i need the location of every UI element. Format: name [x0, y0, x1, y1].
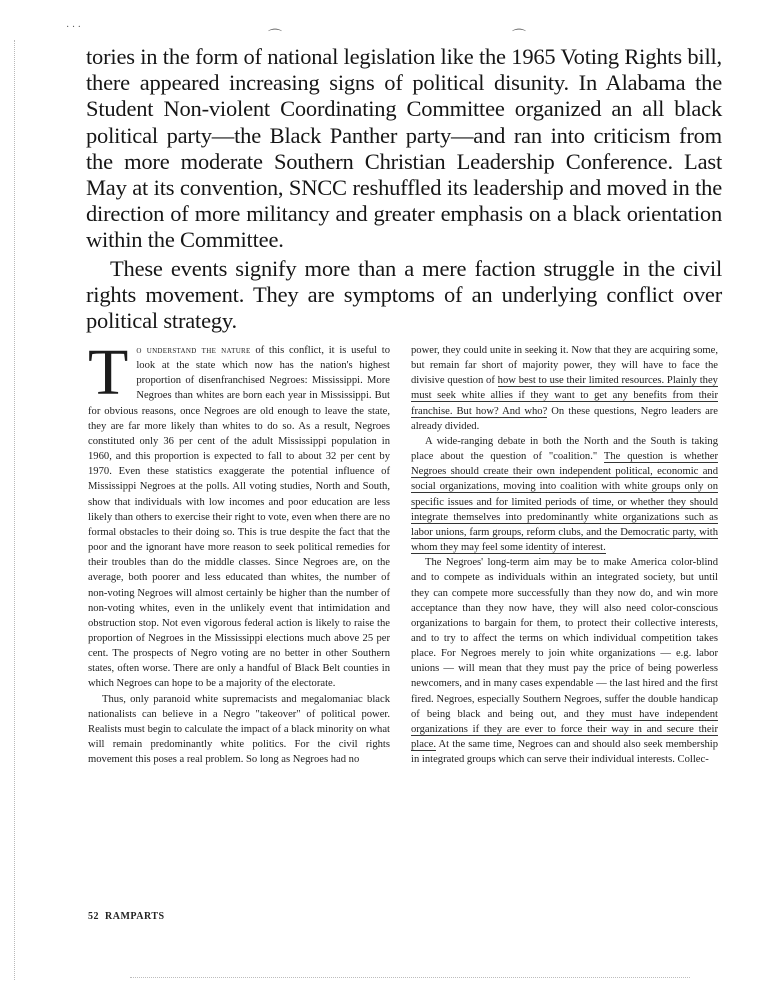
underlined-passage: they must have independent organizations if they are ever to force their way in and secure their place.	[411, 708, 718, 751]
opening-smallcaps: o understand the nature	[136, 345, 251, 356]
scan-mark: ⌒	[512, 30, 526, 45]
publication-name: RAMPARTS	[105, 911, 165, 922]
right-paragraph-1	[411, 343, 718, 434]
scan-mark: · · ·	[66, 22, 81, 33]
right-paragraph-1-text: power, they could unite in seeking it. Now that they are acquiring some, but remain far short of majority power, they will have to face the divisive question of	[411, 345, 718, 387]
left-paragraph-1-text: of this conflict, it is useful to look at the state which now has the nation's highest proportion of disenfranchised Negroes: Mississippi. More Negroes than whites are born each year in Mississippi. But for obvious reasons, once Negroes are old enough to leave the state, they are far more likely than whites to do so. As a result, Negroes constituted only 36 per cent of the adult Mississippi population in 1960, and this proportion is expected to fall to about 32 per cent by 1970. Even these statistics exaggerate the potential influence of Mississippi Negroes at the polls. All voting studies, North and South, show that individuals with low incomes and poor education are less likely than others to exercise their right to vote, even when there are no formal obstacles to their doing so. This is true despite the fact that the poor and the ignorant have more reason to seek political remedies for their troubles than do the middle classes. Since Negroes are, on the average, both poorer and less educated than whites, the number of non-voting Negroes will almost certainly be higher than the number of non-voting whites, even in the unlikely event that intimidation and obstruction stop. Not even vigorous federal action is likely to raise the proportion of Negroes in the Mississippi elections much above 25 per cent. The prospects of Negro voting are no better in other Southern states, often worse. There are only a handful of Black Belt counties in which Negroes can hope to be a majority of the electorate.	[88, 345, 391, 690]
right-paragraph-3-tail: At the same time, Negroes can and should also seek membership in integrated groups which can serve their individual interests. Collec-	[411, 739, 718, 766]
left-paragraph-2: Thus, only paranoid white supremacists and megalomaniac black nationalists can believe in a Negro "takeover" of political power. Realists must begin to calculate the impact of a black minority on what will remain predominantly white politics. For the civil rights movement this poses a real problem. So long as Negroes had no	[88, 693, 390, 766]
lede-paragraph-2: These events signify more than a mere faction struggle in the civil rights movement. They are symptoms of an underlying conflict over political strategy.	[86, 255, 722, 334]
scan-bottom-rule	[130, 977, 690, 978]
right-paragraph-3	[411, 555, 718, 767]
right-paragraph-2	[411, 434, 718, 555]
right-column	[411, 343, 718, 767]
lede-paragraph-1: tories in the form of national legislation like the 1965 Voting Rights bill, there appeared increasing signs of political disunity. In Alabama the Student Non-violent Coordinating Committee organized an all black political party—the Black Panther party—and ran into criticism from the more moderate Southern Christian Leadership Conference. Last May at its convention, SNCC reshuffled its leadership and moved in the direction of more militancy and greater emphasis on a black orientation within the Committee.	[86, 44, 722, 253]
scan-mark: ⌒	[268, 30, 282, 45]
lede-text	[86, 44, 722, 334]
drop-cap: T	[88, 336, 129, 409]
underlined-passage: how best to use their limited resources. Plainly they must seek white allies if they want to get any benefits from their franchise. But how? And who?	[411, 375, 718, 417]
left-column	[88, 336, 391, 767]
right-paragraph-2-text: A wide-ranging debate in both the North and the South is taking place about the question of "coalition."	[411, 435, 718, 463]
scan-edge-rule	[14, 40, 16, 980]
underlined-passage: The question is whether Negroes should create their own independent political, economic and social organizations, moving into coalition with white groups only on specific issues and for limited periods of time, or whether they should integrate themselves into predominantly white organizations such as labor unions, farm groups, reform clubs, and the Democratic party, with whom they may feel some identity of interest.	[411, 451, 718, 554]
left-paragraph-1	[88, 336, 391, 692]
right-paragraph-3-text: The Negroes' long-term aim may be to make America color-blind and to compete as individuals within an integrated society, but until they can compete more successfully than they now do, and win more acceptance than they now have, they will also need color-conscious organizations to bargain for them, to protect their collective interests, and to try to affect the terms on which individual competition takes place. For Negroes merely to join white organizations — e.g. labor unions — will mean that they must pay the price of being powerless newcomers, and in many cases expendable — the last hired and the first fired. Negroes, especially Southern Negroes, suffer the double handicap of being black and being out, and	[411, 557, 718, 720]
page-number: 52	[88, 911, 99, 922]
right-paragraph-1-tail: On these questions, Negro leaders are already divided.	[411, 405, 719, 432]
page-footer	[88, 911, 165, 922]
